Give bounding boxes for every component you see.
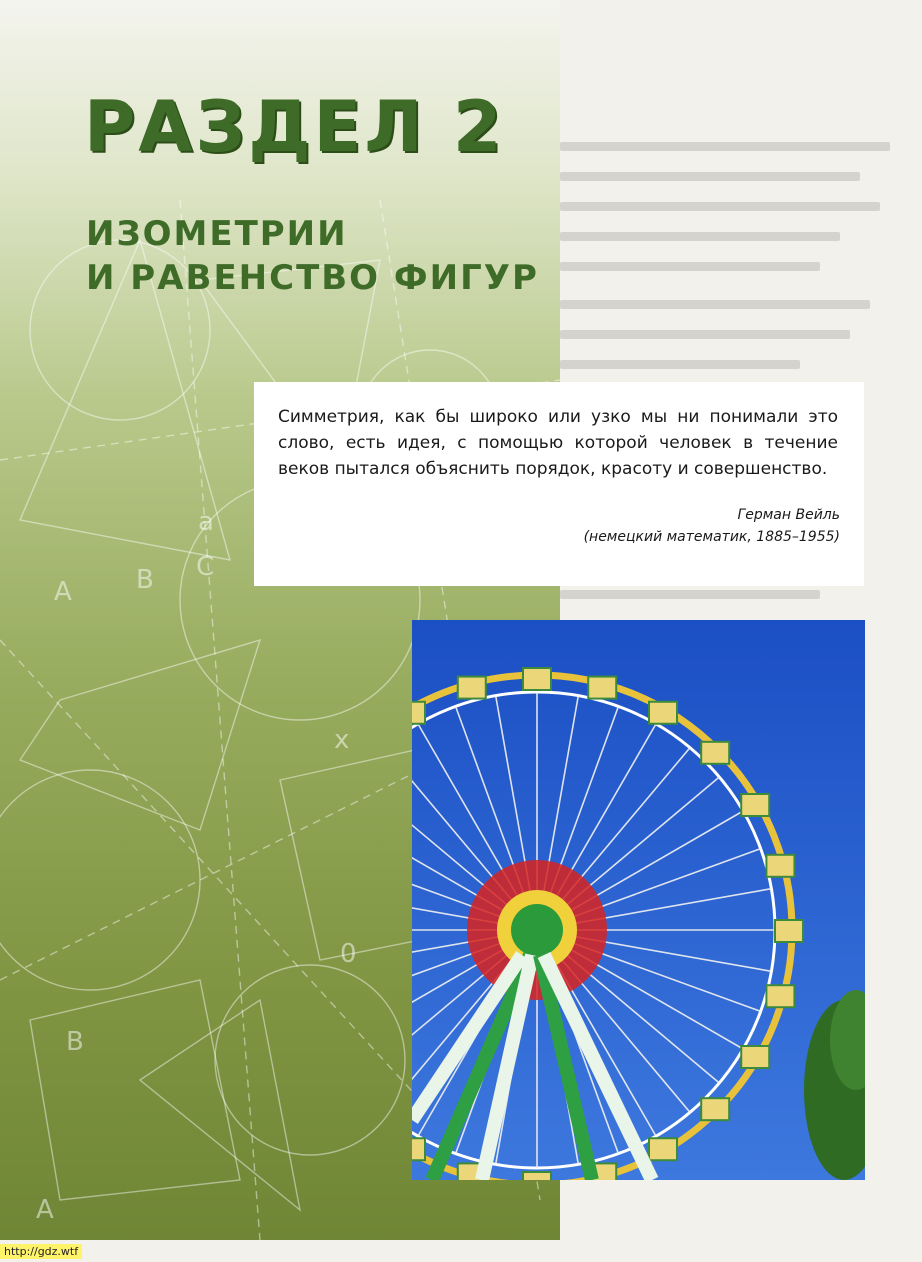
epigraph-text: Симметрия, как бы широко или узко мы ни понимали это слово, есть идея, с помощью которой человек в течение веков пытался объяснить порядок, красоту и совершенство.: [278, 407, 838, 479]
section-title: РАЗДЕЛ 2: [84, 86, 505, 168]
wheel-cabin: [741, 794, 769, 816]
svg-text:A: A: [54, 577, 72, 607]
epigraph-attribution: [584, 504, 840, 548]
svg-text:a: a: [198, 507, 214, 537]
wheel-cabin: [649, 702, 677, 724]
section-subtitle: [86, 212, 539, 300]
epigraph-author: Герман Вейль: [737, 507, 840, 523]
wheel-cabin: [588, 677, 616, 699]
ferris-wheel-photo: [412, 620, 865, 1180]
svg-text:A: A: [36, 1195, 54, 1225]
wheel-cabin: [775, 920, 803, 942]
subtitle-line-1: ИЗОМЕТРИИ: [86, 214, 348, 254]
wheel-cabin: [701, 1098, 729, 1120]
svg-text:B: B: [136, 565, 154, 595]
wheel-cabin: [412, 1138, 425, 1160]
svg-text:x: x: [334, 725, 350, 755]
svg-text:C: C: [196, 552, 215, 582]
wheel-cabin: [766, 985, 794, 1007]
watermark: http://gdz.wtf: [0, 1244, 82, 1259]
wheel-cabin: [701, 742, 729, 764]
wheel-cabin: [523, 1172, 551, 1180]
svg-text:0: 0: [340, 939, 357, 969]
svg-text:B: B: [66, 1027, 84, 1057]
wheel-cabin: [766, 855, 794, 877]
wheel-cabin: [649, 1138, 677, 1160]
epigraph-box: [254, 382, 864, 586]
wheel-cabin: [523, 668, 551, 690]
wheel-cabin: [741, 1046, 769, 1068]
subtitle-line-2: И РАВЕНСТВО ФИГУР: [86, 258, 539, 298]
wheel-cabin: [458, 677, 486, 699]
wheel-cabin: [412, 702, 425, 724]
epigraph-author-note: (немецкий математик, 1885–1955): [583, 529, 840, 545]
